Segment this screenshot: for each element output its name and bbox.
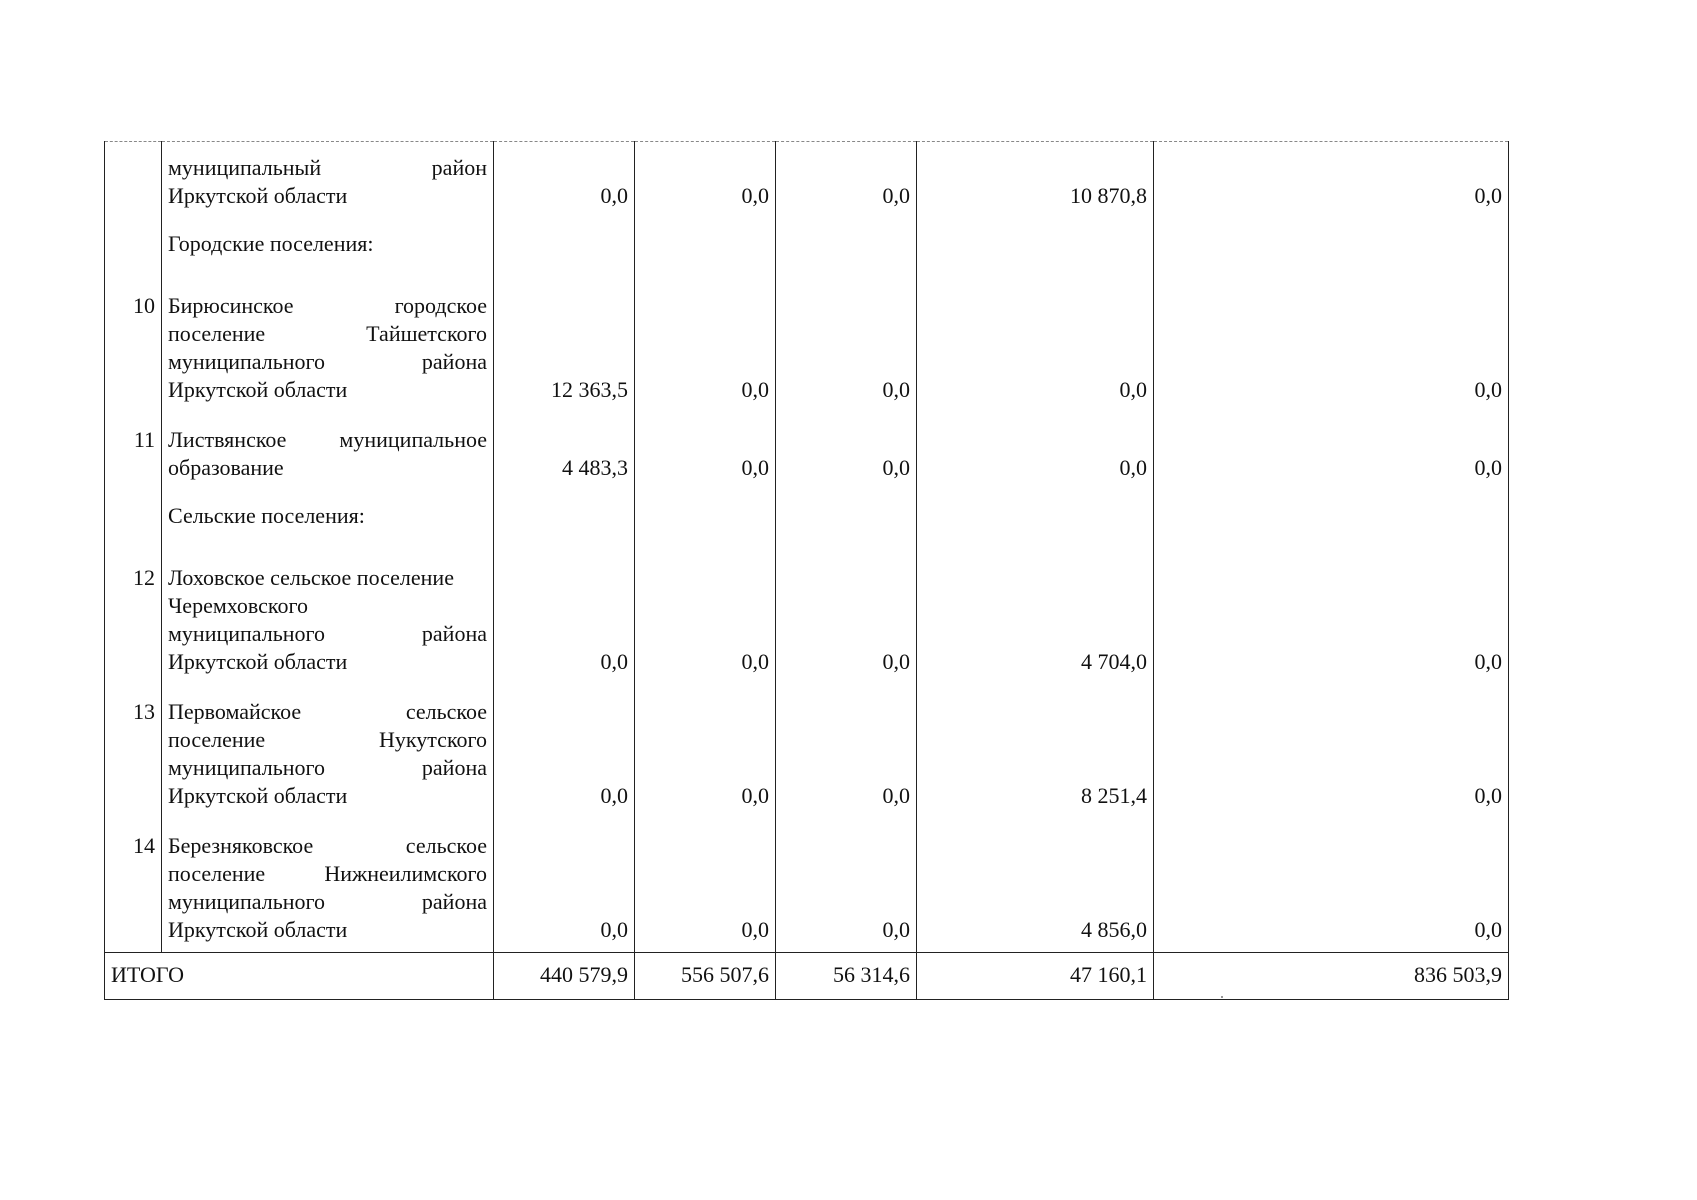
value-cell: 0,0	[776, 550, 917, 684]
value-cell: 0,0	[776, 278, 917, 412]
value-cell: 0,0	[1154, 684, 1509, 818]
value-cell: 0,0	[494, 818, 635, 953]
table-row	[105, 142, 1509, 219]
value-cell: 4 856,0	[917, 818, 1154, 953]
value-cell: 0,0	[776, 818, 917, 953]
name-line: муниципального района	[168, 889, 487, 914]
name-line: Первомайское сельское	[168, 699, 487, 724]
value-cell: 0,0	[1154, 818, 1509, 953]
value-cell: 4 704,0	[917, 550, 1154, 684]
name-line: Иркутской области	[168, 183, 348, 208]
value-cell: 0,0	[494, 142, 635, 219]
value-cell: 0,0	[635, 550, 776, 684]
name-line: образование	[168, 455, 284, 480]
scan-speck	[1221, 996, 1223, 998]
value-cell: 0,0	[635, 818, 776, 953]
section-heading-row	[105, 218, 1509, 278]
name-line: Иркутской области	[168, 783, 348, 808]
name-line: муниципального района	[168, 349, 487, 374]
empty-value-cell	[494, 490, 635, 550]
empty-value-cell	[635, 218, 776, 278]
municipality-name	[162, 684, 494, 818]
row-number: 12	[105, 550, 162, 684]
name-line: поселение Тайшетского	[168, 321, 487, 346]
municipality-name	[162, 818, 494, 953]
name-line: Иркутской области	[168, 377, 348, 402]
empty-value-cell	[1154, 218, 1509, 278]
value-cell: 0,0	[1154, 550, 1509, 684]
name-line: Иркутской области	[168, 917, 348, 942]
name-line: Листвянское муниципальное	[168, 427, 487, 452]
value-cell: 0,0	[1154, 142, 1509, 219]
name-line: Лоховское сельское поселение	[168, 565, 454, 590]
row-number-cell	[105, 218, 162, 278]
value-cell: 0,0	[1154, 412, 1509, 490]
table-row	[105, 278, 1509, 412]
empty-value-cell	[635, 490, 776, 550]
name-line: муниципального района	[168, 755, 487, 780]
row-number: 13	[105, 684, 162, 818]
table-body	[105, 142, 1509, 1000]
empty-value-cell	[494, 218, 635, 278]
row-number	[105, 142, 162, 219]
municipality-name	[162, 412, 494, 490]
name-line: Березняковское сельское	[168, 833, 487, 858]
section-heading-row	[105, 490, 1509, 550]
empty-value-cell	[776, 218, 917, 278]
budget-table	[104, 141, 1509, 1000]
section-heading: Сельские поселения:	[162, 490, 494, 550]
value-cell: 0,0	[917, 278, 1154, 412]
name-line: муниципальный район	[168, 155, 487, 180]
value-cell: 0,0	[776, 412, 917, 490]
empty-value-cell	[917, 490, 1154, 550]
value-cell: 0,0	[635, 684, 776, 818]
municipality-name	[162, 550, 494, 684]
value-cell: 12 363,5	[494, 278, 635, 412]
row-number-cell	[105, 490, 162, 550]
total-label: ИТОГО	[105, 953, 494, 1000]
total-value-cell: 56 314,6	[776, 953, 917, 1000]
municipality-name	[162, 142, 494, 219]
value-cell: 0,0	[635, 412, 776, 490]
name-line: Иркутской области	[168, 649, 348, 674]
value-cell: 10 870,8	[917, 142, 1154, 219]
value-cell: 0,0	[917, 412, 1154, 490]
total-value-cell: 836 503,9	[1154, 953, 1509, 1000]
value-cell: 0,0	[635, 142, 776, 219]
empty-value-cell	[917, 218, 1154, 278]
section-heading: Городские поселения:	[162, 218, 494, 278]
table-row	[105, 550, 1509, 684]
total-row	[105, 953, 1509, 1000]
empty-value-cell	[776, 490, 917, 550]
value-cell: 4 483,3	[494, 412, 635, 490]
total-value-cell: 440 579,9	[494, 953, 635, 1000]
empty-value-cell	[1154, 490, 1509, 550]
table-row	[105, 684, 1509, 818]
municipality-name	[162, 278, 494, 412]
value-cell: 0,0	[494, 550, 635, 684]
name-line: Черемховского	[168, 593, 308, 618]
total-value-cell: 47 160,1	[917, 953, 1154, 1000]
table-row	[105, 818, 1509, 953]
table-row	[105, 412, 1509, 490]
total-value-cell: 556 507,6	[635, 953, 776, 1000]
row-number: 14	[105, 818, 162, 953]
value-cell: 0,0	[776, 684, 917, 818]
row-number: 11	[105, 412, 162, 490]
name-line: поселение Нукутского	[168, 727, 487, 752]
value-cell: 0,0	[776, 142, 917, 219]
name-line: Бирюсинское городское	[168, 293, 487, 318]
value-cell: 0,0	[1154, 278, 1509, 412]
row-number: 10	[105, 278, 162, 412]
value-cell: 0,0	[494, 684, 635, 818]
value-cell: 0,0	[635, 278, 776, 412]
name-line: муниципального района	[168, 621, 487, 646]
name-line: поселение Нижнеилимского	[168, 861, 487, 886]
value-cell: 8 251,4	[917, 684, 1154, 818]
